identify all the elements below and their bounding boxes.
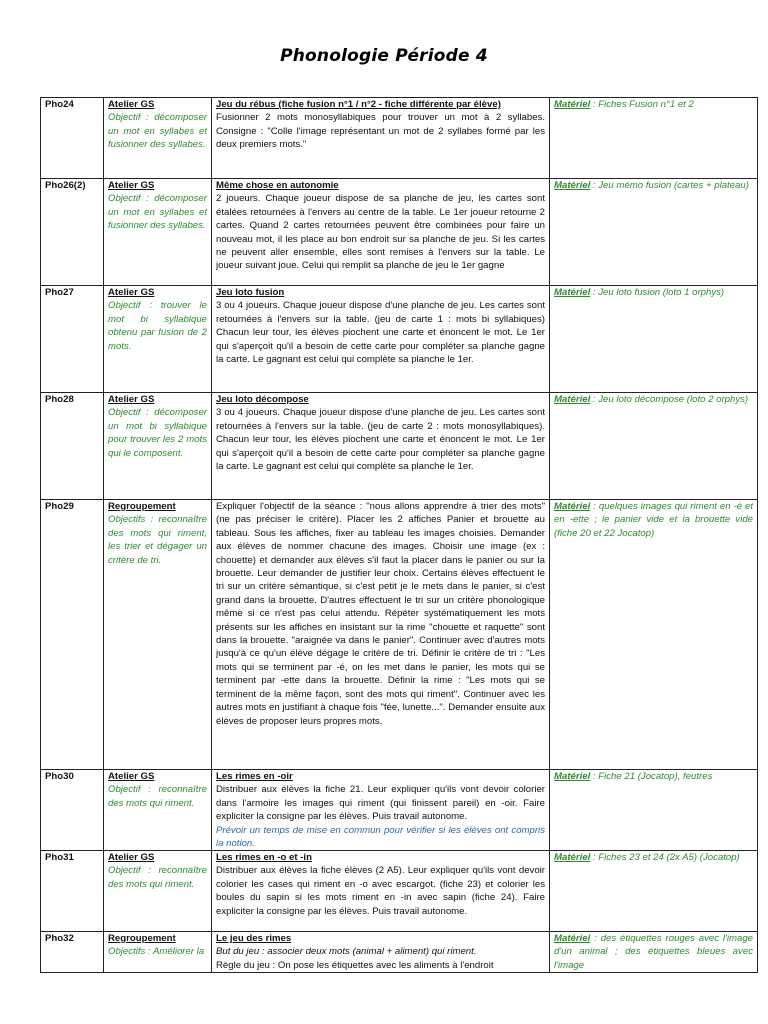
activity-description-cell: [212, 770, 550, 851]
materials-label: Matériel: [554, 394, 591, 405]
activity-heading: Jeu loto décompose: [216, 394, 309, 405]
materials-label: Matériel: [554, 99, 591, 110]
session-code: Pho24: [41, 98, 104, 179]
activity-type-cell: [104, 500, 212, 770]
activity-description-cell: [212, 932, 550, 973]
materials-cell: [550, 770, 758, 851]
activity-type-cell: [104, 179, 212, 286]
activity-description: Fusionner 2 mots monosyllabiques pour trouver un mot à 2 syllabes. Consigne : "Colle l'image représentant un mot de 2 syllabes formé par les deux premiers mots.": [216, 112, 545, 151]
activity-type-cell: [104, 770, 212, 851]
objective-text: Objectif : reconnaître des mots qui riment.: [108, 784, 207, 809]
materials-cell: [550, 286, 758, 393]
page-title: Phonologie Période 4: [280, 46, 488, 66]
session-code: Pho28: [41, 393, 104, 500]
activity-description: 2 joueurs. Chaque joueur dispose de sa planche de jeu, les cartes sont étalées retournées à l'envers au centre de la table. Le 1er joueur retourne 2 cartes. Quand 2 cartes retournées peuvent être combinées pour faire un nouveau mot, il les place au bon endroit sur sa planche de jeu. Si les cartes ne peuvent aller ensemble, elles sont remises à l'envers sur la table. Le joueur suivant joue. Celui qui remplit sa planche de jeu le 1er gagne: [216, 193, 545, 272]
activity-description-cell: [212, 179, 550, 286]
materials-text: : Fiches 23 et 24 (2x A5) (Jocatop): [590, 852, 740, 863]
activity-description: Distribuer aux élèves la fiche élèves (2 A5). Leur expliquer qu'ils vont devoir colorier les cases qui riment en -o avec escargot. (fiche 23) et colorier les boules du sapin si les mots riment en -in avec sapin (fiche 24). Faire expliciter la consigne par les élèves. Puis travail autonome.: [216, 865, 545, 917]
materials-text: : Jeu mémo fusion (cartes + plateau): [590, 180, 749, 191]
activity-heading: Jeu du rébus (fiche fusion n°1 / n°2 - fiche différente par élève): [216, 99, 501, 110]
materials-cell: [550, 500, 758, 770]
activity-type-cell: [104, 393, 212, 500]
materials-text: : Jeu loto décompose (loto 2 orphys): [590, 394, 749, 405]
activity-heading: Les rimes en -oir: [216, 771, 293, 782]
activity-type: Atelier GS: [108, 99, 155, 110]
activity-description: 3 ou 4 joueurs. Chaque joueur dispose d'une planche de jeu. Les cartes sont retournées à l'envers sur la table. (jeu de carte 1 : mots bi syllabiques) Chacun leur tour, les élèves piochent une carte et énoncent le mot. Le 1er qui s'aperçoit qu'il a besoin de cette carte pour compléter sa planche gagne la carte. Le gagnant est celui qui complète sa planche le 1er.: [216, 300, 545, 366]
materials-label: Matériel: [554, 501, 591, 512]
activity-description: Distribuer aux élèves la fiche 21. Leur expliquer qu'ils vont devoir colorier dans l'armoire les images qui riment (qui finissent pareil) en -oir. Faire expliciter la consigne par les élèves. Puis travail autonome.: [216, 784, 545, 823]
lesson-row: [41, 932, 758, 973]
materials-cell: [550, 932, 758, 973]
objective-text: Objectif : décomposer un mot en syllabes et fusionner des syllabes.: [108, 112, 207, 151]
activity-type-cell: [104, 98, 212, 179]
activity-type-cell: [104, 932, 212, 973]
activity-type-cell: [104, 286, 212, 393]
lesson-row: [41, 286, 758, 393]
materials-cell: [550, 98, 758, 179]
lesson-row: [41, 851, 758, 932]
lesson-row: [41, 770, 758, 851]
activity-description: But du jeu : associer deux mots (animal + aliment) qui riment.: [216, 946, 477, 958]
lesson-row: [41, 98, 758, 179]
lesson-row: [41, 500, 758, 770]
lesson-row: [41, 179, 758, 286]
activity-type: Atelier GS: [108, 287, 155, 298]
objective-text: Objectif : décomposer un mot bi syllabique pour trouver les 2 mots qui le composent.: [108, 407, 207, 459]
session-code: Pho26(2): [41, 179, 104, 286]
activity-type: Atelier GS: [108, 771, 155, 782]
activity-type: Atelier GS: [108, 394, 155, 405]
session-code: Pho32: [41, 932, 104, 973]
activity-heading: Même chose en autonomie: [216, 180, 339, 191]
activity-note: Règle du jeu : On pose les étiquettes avec les aliments à l'endroit: [216, 959, 494, 971]
activity-description: 3 ou 4 joueurs. Chaque joueur dispose d'une planche de jeu. Les cartes sont retournées à l'envers sur la table. (jeu de carte 2 : mots monosyllabiques). Chacun leur tour, les élèves piochent une carte et énoncent le mot. Le 1er qui s'aperçoit qu'il a besoin de cette carte pour compléter sa planche gagne la carte. Le gagnant est celui qui complète sa planche le 1er.: [216, 407, 545, 473]
session-code: Pho31: [41, 851, 104, 932]
activity-description-cell: [212, 286, 550, 393]
materials-text: : Jeu loto fusion (loto 1 orphys): [590, 287, 725, 298]
materials-cell: [550, 179, 758, 286]
activity-description: Expliquer l'objectif de la séance : "nous allons apprendre à trier des mots" (ne pas préciser le critère). Placer les 2 affiches Panier et brouette au tableau. Sous les affiches, fixer au tableau les images choisies. Demander aux élèves de nommer chacune des images. Choisir une image (ex : chouette) et demander aux élèves s'il faut la placer dans le panier ou sur la brouette. Leur demander de justifier leur choix. Certains élèves effectuent le tri sur un critère sémantique, si c'est petit je le mets dans le panier, si c'est grand dans la brouette. D'autres effectuent le tri sur un critère phonologique même si ce n'est pas celui attendu. Répéter systématiquement les mots présents sur les affiches en insistant sur la rime "chouette et raquette" sont dans la brouette. "araignée va dans le panier". Continuer avec d'autres mots jusqu'à ce qu'un élève dégage le critère de tri. Définir le critère de tri : "Les mots qui se terminent par -é, on les met dans le panier, les mots qui se terminent par -ette dans la brouette. Définir la rime : "Les mots qui se terminent de la même façon, sont des mots qui riment". Continuer avec les autres mots en justifiant à chaque fois "fée, lunette...". Demander ensuite aux élèves de proposer leurs propres mots.: [216, 501, 545, 727]
materials-text: : Fiche 21 (Jocatop), feutres: [590, 771, 713, 782]
activity-type: Regroupement: [108, 933, 176, 944]
activity-type-cell: [104, 851, 212, 932]
materials-label: Matériel: [554, 933, 591, 944]
materials-label: Matériel: [554, 771, 591, 782]
materials-text: : Fiches Fusion n°1 et 2: [590, 99, 694, 110]
materials-cell: [550, 393, 758, 500]
lesson-table: [40, 97, 758, 973]
materials-label: Matériel: [554, 852, 591, 863]
session-code: Pho29: [41, 500, 104, 770]
materials-text: : des étiquettes rouges avec l'image d'un animal ; des étiquettes bleues avec l'image: [554, 933, 753, 971]
objective-text: Objectif : reconnaître des mots qui riment.: [108, 865, 207, 890]
activity-description-cell: [212, 393, 550, 500]
materials-cell: [550, 851, 758, 932]
activity-note: Prévoir un temps de mise en commun pour vérifier si les élèves ont compris la notion.: [216, 824, 545, 849]
materials-label: Matériel: [554, 180, 591, 191]
activity-heading: Le jeu des rimes: [216, 933, 292, 944]
materials-label: Matériel: [554, 287, 591, 298]
objective-text: Objectif : décomposer un mot en syllabes et fusionner des syllabes.: [108, 193, 207, 232]
objective-text: Objectifs : Améliorer la: [108, 946, 205, 958]
activity-type: Atelier GS: [108, 180, 155, 191]
session-code: Pho30: [41, 770, 104, 851]
activity-type: Regroupement: [108, 501, 176, 512]
lesson-row: [41, 393, 758, 500]
activity-description-cell: [212, 98, 550, 179]
activity-heading: Les rimes en -o et -in: [216, 852, 312, 863]
activity-description-cell: [212, 851, 550, 932]
activity-heading: Jeu loto fusion: [216, 287, 285, 298]
objective-text: Objectifs : reconnaître des mots qui riment, les trier et dégager un critère de tri.: [108, 514, 207, 566]
activity-type: Atelier GS: [108, 852, 155, 863]
activity-description-cell: [212, 500, 550, 770]
objective-text: Objectif : trouver le mot bi syllabique obtenu par fusion de 2 mots.: [108, 300, 207, 352]
materials-text: : quelques images qui riment en -é et en -ette ; le panier vide et la brouette vide (fiche 20 et 22 Jocatop): [554, 501, 753, 539]
session-code: Pho27: [41, 286, 104, 393]
